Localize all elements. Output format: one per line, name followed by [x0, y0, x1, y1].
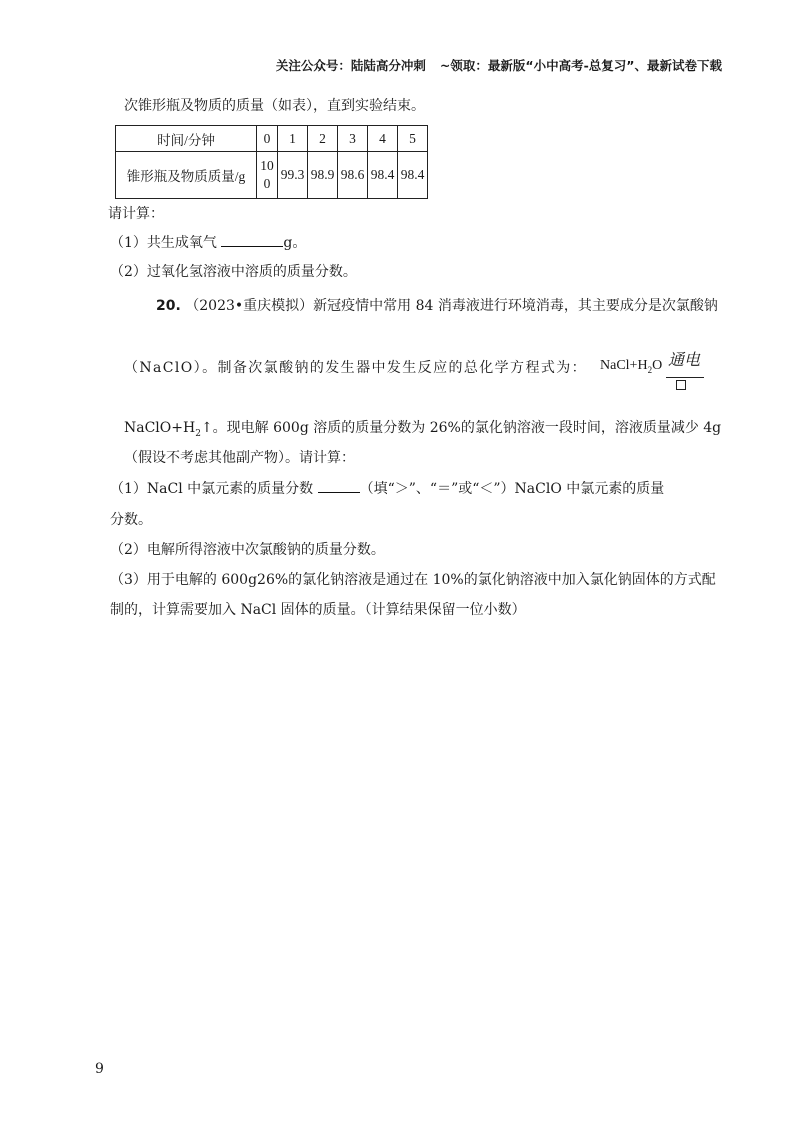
table-cell: 98.4	[368, 152, 398, 199]
q19-prompt: 请计算：	[108, 206, 164, 222]
q20-line4: （假设不考虑其他副产物）。请计算：	[124, 450, 355, 466]
q19-sub1-unit: g。	[283, 235, 307, 251]
table-row	[116, 126, 428, 152]
table-row	[116, 152, 428, 199]
q19-sub1	[110, 232, 306, 253]
equation-bar	[666, 377, 704, 378]
table-cell: 2	[308, 126, 338, 152]
table-row-label-time: 时间/分钟	[116, 126, 257, 152]
table-row-label-mass: 锥形瓶及物质质量/g	[116, 152, 257, 199]
question-number: 20.	[156, 298, 181, 314]
page-number: 9	[95, 1061, 104, 1077]
q20-line1	[156, 296, 718, 316]
answer-blank[interactable]	[221, 232, 283, 247]
header-account: 关注公众号：陆陆高分冲刺	[275, 58, 426, 73]
mass-time-table	[115, 125, 428, 199]
table-cell: 4	[368, 126, 398, 152]
header-download-note: ~领取：最新版“小中高考-总复习”、最新试卷下载	[439, 58, 722, 73]
intro-text: 次锥形瓶及物质的质量（如表），直到实验结束。	[124, 98, 425, 114]
q19-sub1-text: （1）共生成氧气	[110, 235, 222, 251]
table-cell: 5	[398, 126, 428, 152]
table-cell: 100	[257, 152, 278, 199]
q20-sub3-line1: （3）用于电解的 600g26%的氯化钠溶液是通过在 10%的氯化钠溶液中加入氯化钠固体的方式配	[110, 572, 716, 588]
table-cell: 0	[257, 126, 278, 152]
q20-line3: $NaClO+H_2↑$。现电解 600g 溶质的质量分数为 26%的氯化钠溶液一段时间，溶液质量减少 4g	[124, 420, 722, 439]
table-cell: 1	[278, 126, 308, 152]
table-cell: 99.3	[278, 152, 308, 199]
placeholder-box-icon	[676, 380, 686, 390]
table-cell: 98.9	[308, 152, 338, 199]
q20-sub1-cont: 分数。	[110, 512, 152, 528]
table-cell: 98.6	[338, 152, 368, 199]
q19-sub2: （2）过氧化氢溶液中溶质的质量分数。	[110, 264, 357, 280]
q20-sub2: （2）电解所得溶液中次氯酸钠的质量分数。	[110, 542, 385, 558]
q20-line1-text: （2023•重庆模拟）新冠疫情中常用 84 消毒液进行环境消毒，其主要成分是次氯酸钠	[185, 298, 718, 314]
reaction-equation	[600, 347, 710, 391]
answer-blank[interactable]	[318, 478, 360, 493]
page-header	[276, 56, 722, 74]
equation-reactants: $NaCl+H_2O$	[600, 358, 663, 375]
q20-line2: （NaClO）。制备次氯酸钠的发生器中发生反应的总化学方程式为：	[124, 360, 588, 376]
table-cell: 98.4	[398, 152, 428, 199]
q20-sub3-line2: 制的，计算需要加入 NaCl 固体的质量。（计算结果保留一位小数）	[110, 602, 526, 618]
table-cell: 3	[338, 126, 368, 152]
q20-sub1: （1）NaCl 中氯元素的质量分数 （填“＞”、“＝”或“＜”）NaClO 中氯元素的质量	[110, 478, 664, 499]
reaction-condition: 通电	[668, 350, 701, 369]
